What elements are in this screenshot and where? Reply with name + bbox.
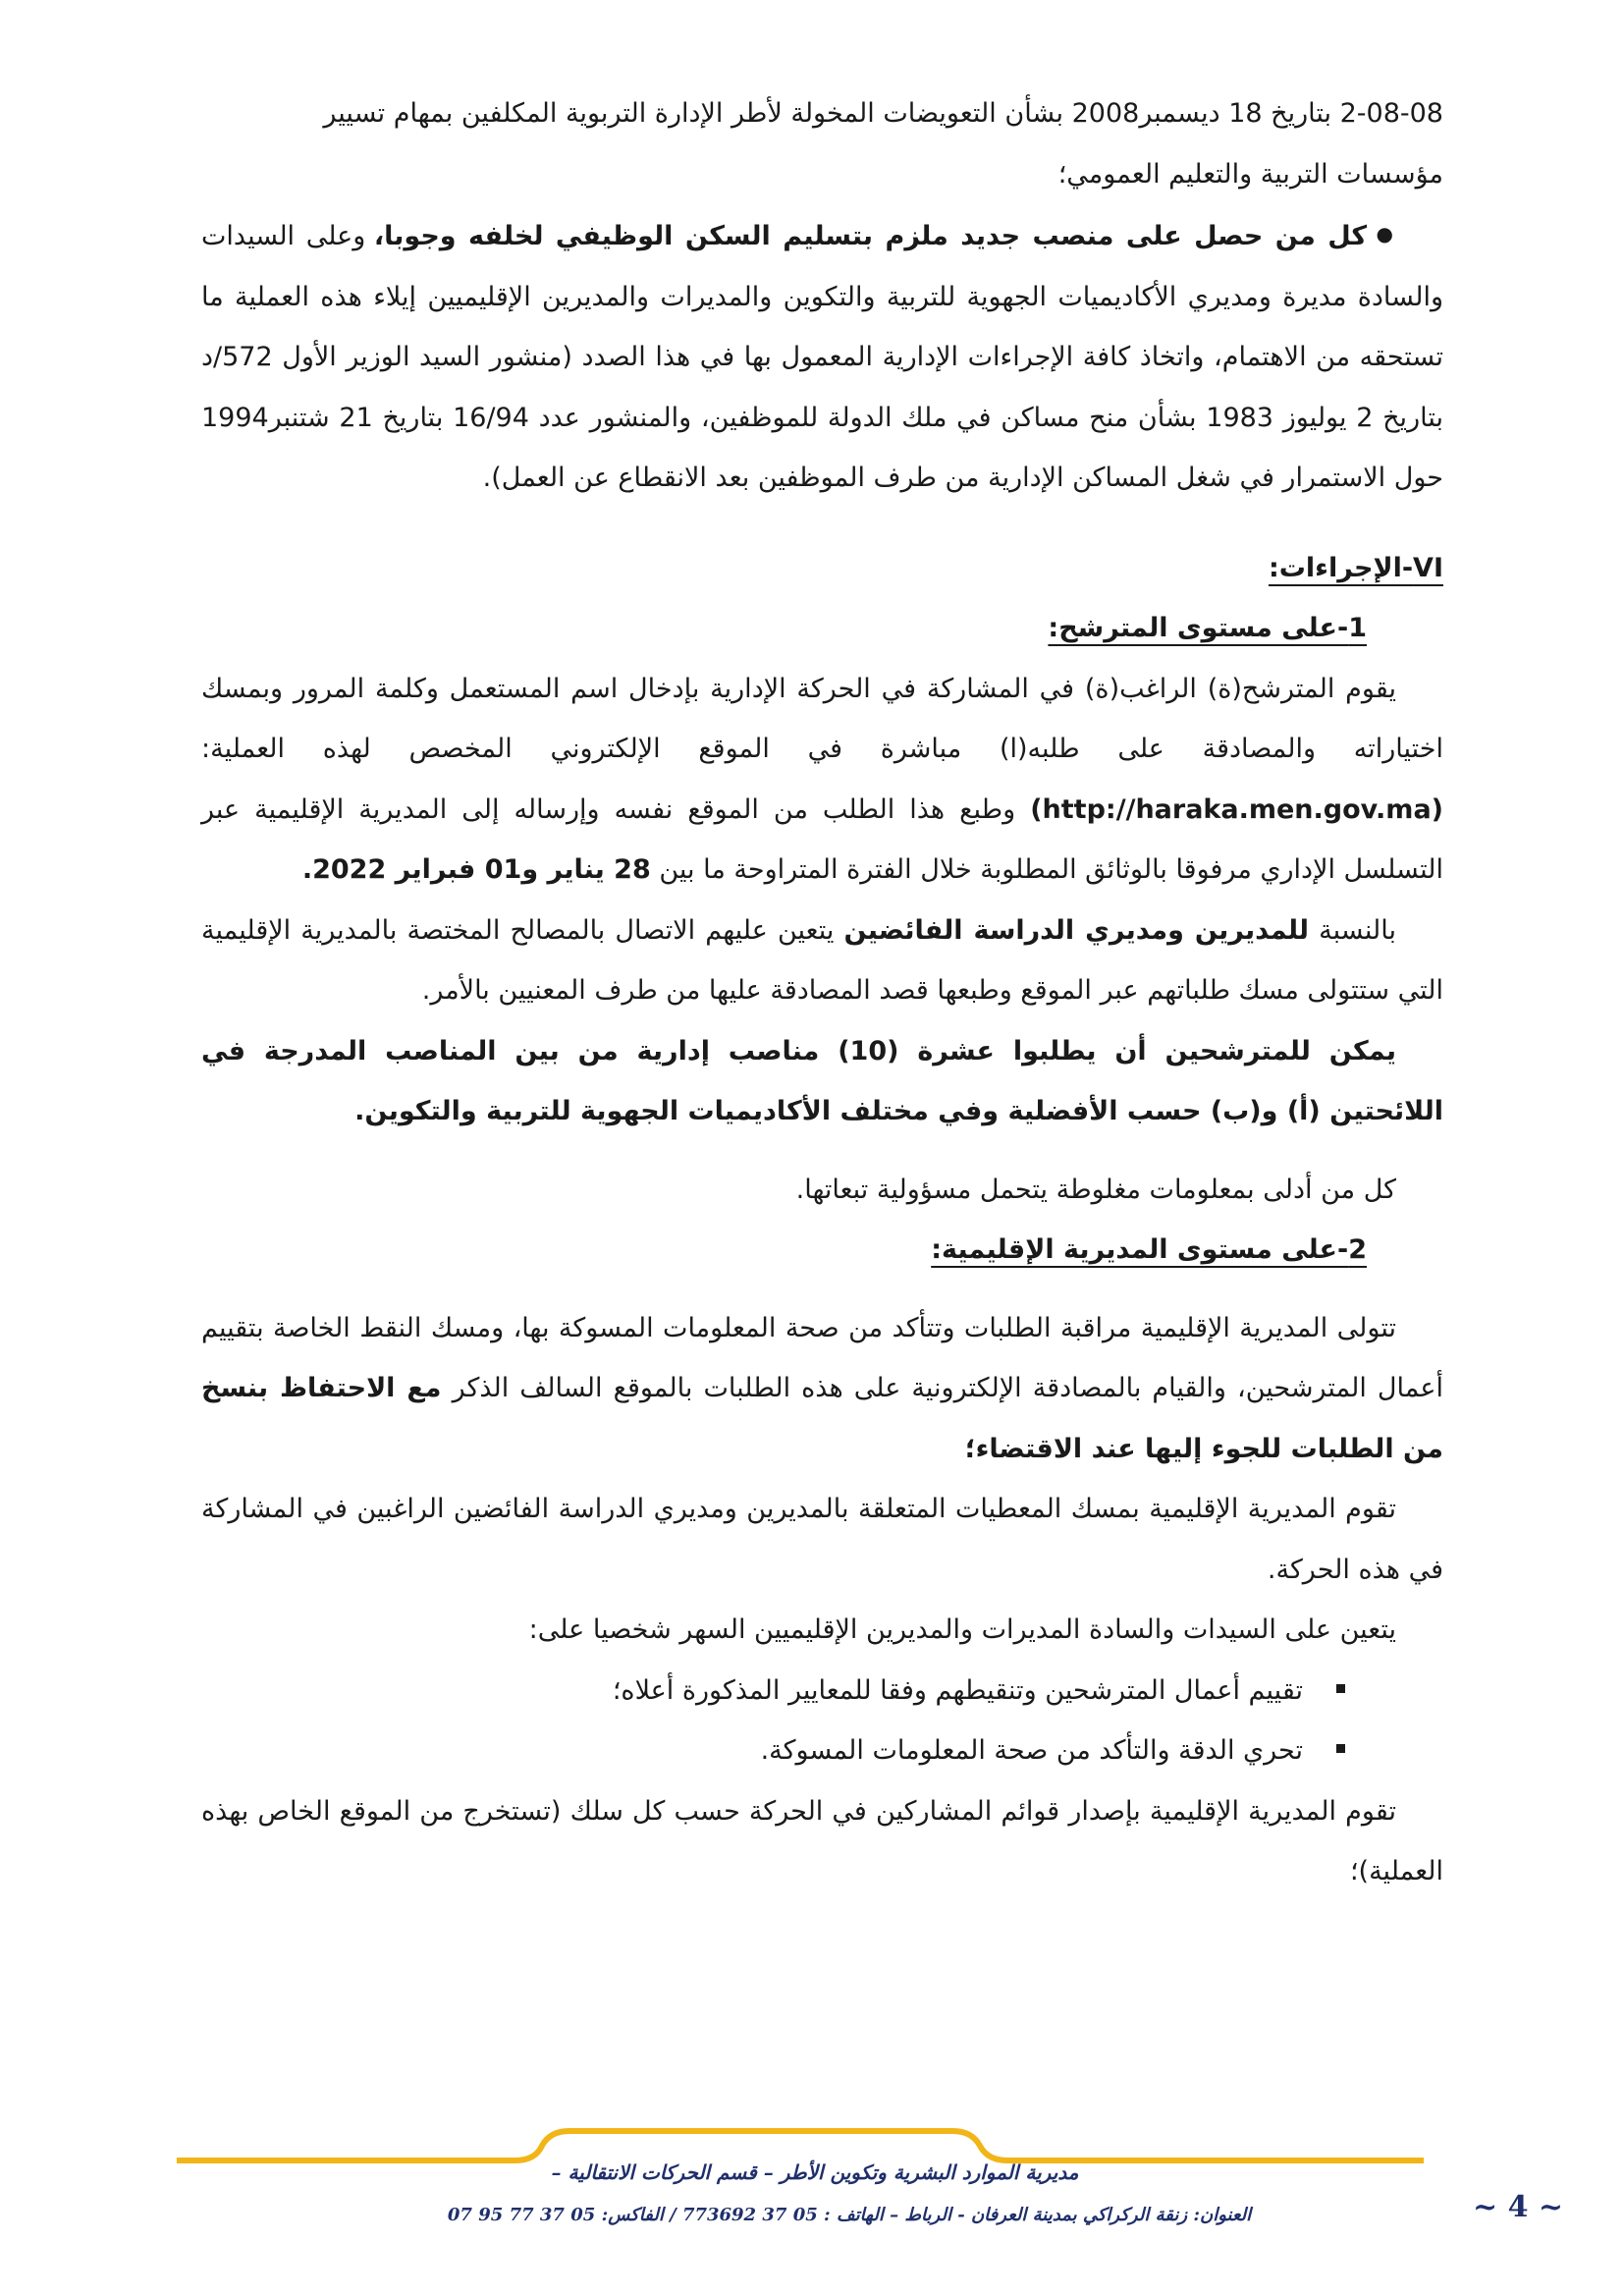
bullet-paragraph: [201, 204, 1443, 509]
sub2-para1: [201, 1298, 1443, 1480]
sub1-para2-b: يتعين عليهم الاتصال بالمصالح المختصة بالمديرية الإقليمية التي ستتولى مسك طلباتهم عبر الموقع وطبعها قصد المصادقة عليها من طرف المعنيين بالأمر.: [201, 914, 1443, 1006]
sub1-title: 1-على مستوى المترشح:: [1048, 613, 1367, 643]
para1-line1: 2-08-08 بتاريخ 18 ديسمبر2008 بشأن التعويضات المخولة لأطر الإدارة التربوية المكلفين بمهام تسيير: [323, 98, 1443, 129]
para1: [201, 83, 1443, 204]
sub2-para1-bold: مع الاحتفاظ بنسخ من الطلبات للجوء إليها عند الاقتضاء؛: [201, 1373, 1443, 1464]
square-bullet-icon: [1336, 1684, 1345, 1693]
sub2-para2: تقوم المديرية الإقليمية بمسك المعطيات المتعلقة بالمديرين ومديري الدراسة الفائضين الراغبين في المشاركة في هذه الحركة.: [201, 1494, 1443, 1585]
footer-address: العنوان: زنقة الركراكي بمدينة العرفان - الرباط – الهاتف : 05 37 773692 / الفاكس: 05 37 77 95 07: [447, 2205, 1252, 2225]
page-number: ~ 4 ~: [1473, 2190, 1564, 2224]
bullet-bold-text: كل من حصل على منصب جديد ملزم بتسليم السكن الوظيفي لخلفه وجوبا،: [373, 221, 1368, 251]
square-bullet-icon: [1336, 1744, 1345, 1753]
sub2-para4: تقوم المديرية الإقليمية بإصدار قوائم المشاركين في الحركة حسب كل سلك (تستخرج من الموقع الخاص بهذه العملية)؛: [201, 1795, 1443, 1886]
list-item-text: تقييم أعمال المترشحين وتنقيطهم وفقا للمعايير المذكورة أعلاه؛: [612, 1674, 1303, 1706]
bullet-text: وعلى السيدات والسادة مديرة ومديري الأكاديميات الجهوية للتربية والتكوين والمديرات والمديرين الإقليميين إيلاء هذه العملية ما تستحقه من الاهتمام، واتخاذ كافة الإجراءات الإدارية المعمول بها في هذا الصدد (منشور السيد الوزير الأول 572/د بتاريخ 2 يوليوز 1983 بشأن منح مساكن في ملك الدولة للموظفين، والمنشور عدد 16/94 بتاريخ 21 شتنبر1994 حول الاستمرار في شغل المساكن الإدارية من طرف الموظفين بعد الانقطاع عن العمل).: [201, 221, 1444, 493]
sub1-para4: كل من أدلى بمعلومات مغلوطة يتحمل مسؤولية تبعاتها.: [795, 1174, 1396, 1205]
sub1-para3: يمكن للمترشحين أن يطلبوا عشرة (10) مناصب إدارية من بين المناصب المدرجة في اللائحتين (أ) و(ب) حسب الأفضلية وفي مختلف الأكاديميات الجهوية للتربية والتكوين.: [201, 1035, 1443, 1126]
sub2-para1-a: تتولى المديرية الإقليمية مراقبة الطلبات وتتأكد من صحة المعلومات المسوكة بها، ومسك النقط الخاصة بتقييم أعمال المترشحين، والقيام بالمصادقة الإلكترونية على هذه الطلبات بالموقع السالف الذكر: [201, 1312, 1444, 1403]
sub1-url[interactable]: (http://haraka.men.gov.ma): [1030, 793, 1443, 825]
sub1-para2-bold: للمديرين ومديري الدراسة الفائضين: [843, 914, 1310, 946]
sub1-para1: [201, 659, 1443, 901]
sub1-para2: [201, 901, 1443, 1021]
sub1-para1-a: يقوم المترشح(ة) الراغب(ة) في المشاركة في الحركة الإدارية بإدخال اسم المستعمل وكلمة المرور وبمسك اختياراته والمصادقة على طلبه(ا) مباشرة في الموقع الإلكتروني المخصص لهذه العملية:: [201, 673, 1443, 764]
para1-line2: مؤسسات التربية والتعليم العمومي؛: [1057, 158, 1443, 190]
sub1-dates: 28 يناير و01 فبراير 2022.: [301, 854, 651, 885]
list-item: [201, 1721, 1443, 1781]
list-item: [201, 1661, 1443, 1722]
list-item-text: تحري الدقة والتأكد من صحة المعلومات المسوكة.: [760, 1735, 1303, 1766]
sub1-para1-b: وطبع هذا الطلب من الموقع نفسه وإرساله إلى المديرية الإقليمية عبر التسلسل الإداري مرفوقا بالوثائق المطلوبة خلال الفترة المتراوحة ما بين: [201, 793, 1443, 885]
sub2-para3: يتعين على السيدات والسادة المديرات والمديرين الإقليميين السهر شخصيا على:: [528, 1614, 1396, 1645]
document-body: [201, 83, 1443, 1902]
sub1-para2-a: بالنسبة: [1309, 914, 1396, 946]
page-footer: [177, 2121, 1424, 2288]
footer-department: مديرية الموارد البشرية وتكوين الأطر – قسم الحركات الانتقالية –: [551, 2160, 1079, 2184]
sub2-title: 2-على مستوى المديرية الإقليمية:: [931, 1234, 1367, 1265]
section-title: VI-الإجراءات:: [1268, 552, 1443, 583]
